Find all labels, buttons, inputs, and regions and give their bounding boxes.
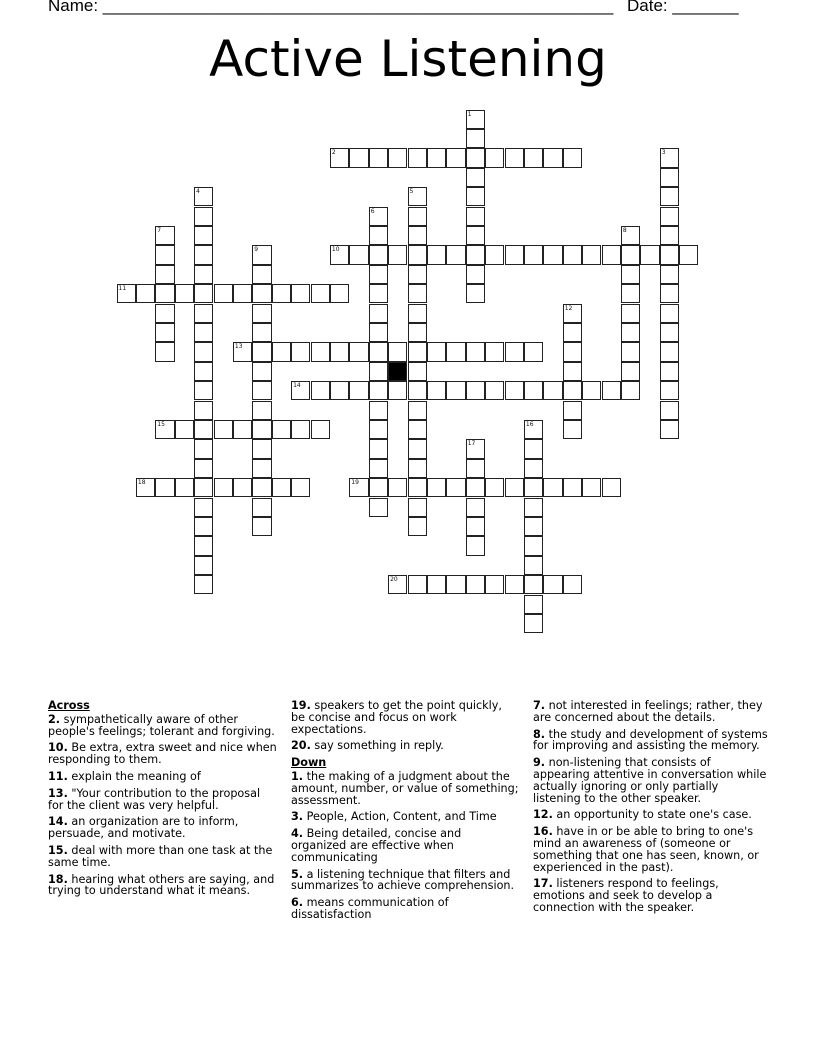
grid-cell[interactable] bbox=[136, 478, 155, 497]
grid-cell[interactable] bbox=[272, 284, 291, 303]
grid-cell[interactable] bbox=[155, 420, 174, 439]
grid-cell[interactable] bbox=[524, 498, 543, 517]
grid-cell[interactable] bbox=[194, 517, 213, 536]
grid-cell[interactable] bbox=[543, 381, 562, 400]
clue-down-1: 1. the making of a judgment about the amount, number, or value of something; assessment. bbox=[291, 769, 519, 807]
grid-cell[interactable] bbox=[524, 614, 543, 633]
grid-cell[interactable] bbox=[408, 459, 427, 478]
grid-cell[interactable] bbox=[272, 420, 291, 439]
grid-cell[interactable] bbox=[214, 420, 233, 439]
grid-cell[interactable] bbox=[524, 342, 543, 361]
grid-cell[interactable] bbox=[466, 459, 485, 478]
clue-number: 18 bbox=[137, 479, 146, 487]
grid-cell[interactable] bbox=[485, 245, 504, 264]
grid-cell[interactable] bbox=[388, 148, 407, 167]
grid-cell[interactable] bbox=[524, 420, 543, 439]
grid-cell[interactable] bbox=[524, 595, 543, 614]
grid-cell[interactable] bbox=[194, 536, 213, 555]
clue-number: 3 bbox=[661, 149, 666, 157]
grid-cell[interactable] bbox=[563, 420, 582, 439]
grid-cell[interactable] bbox=[194, 304, 213, 323]
grid-cell[interactable] bbox=[408, 245, 427, 264]
grid-cell[interactable] bbox=[446, 478, 465, 497]
clue-number: 1 bbox=[467, 110, 472, 118]
grid-cell[interactable] bbox=[214, 284, 233, 303]
clues-column-1 bbox=[48, 700, 278, 902]
grid-cell[interactable] bbox=[155, 304, 174, 323]
grid-cell[interactable] bbox=[330, 284, 349, 303]
grid-cell[interactable] bbox=[252, 342, 271, 361]
grid-cell[interactable] bbox=[252, 304, 271, 323]
clue-across-18: 18. hearing what others are saying, and trying to understand what it means. bbox=[48, 872, 275, 898]
grid-cell[interactable] bbox=[466, 207, 485, 226]
grid-cell[interactable] bbox=[621, 226, 640, 245]
grid-cell[interactable] bbox=[388, 245, 407, 264]
clue-down-7: 7. not interested in feelings; rather, they are concerned about the details. bbox=[533, 699, 763, 724]
grid-cell[interactable] bbox=[194, 575, 213, 594]
grid-cell[interactable] bbox=[524, 381, 543, 400]
grid-cell[interactable] bbox=[602, 478, 621, 497]
grid-cell[interactable] bbox=[660, 304, 679, 323]
grid-cell[interactable] bbox=[252, 478, 271, 497]
grid-cell[interactable] bbox=[155, 478, 174, 497]
grid-cell[interactable] bbox=[175, 284, 194, 303]
down-heading: Down bbox=[291, 756, 327, 770]
grid-cell[interactable] bbox=[369, 342, 388, 361]
grid-cell[interactable] bbox=[602, 381, 621, 400]
grid-cell[interactable] bbox=[155, 323, 174, 342]
grid-cell[interactable] bbox=[660, 245, 679, 264]
grid-cell[interactable] bbox=[408, 517, 427, 536]
grid-cell[interactable] bbox=[194, 381, 213, 400]
grid-cell[interactable] bbox=[291, 381, 310, 400]
grid-cell[interactable] bbox=[291, 342, 310, 361]
grid-cell[interactable] bbox=[660, 381, 679, 400]
grid-cell[interactable] bbox=[194, 439, 213, 458]
clue-down-3: 3. People, Action, Content, and Time bbox=[291, 810, 497, 824]
grid-cell[interactable] bbox=[621, 304, 640, 323]
clue-number: 16 bbox=[525, 420, 534, 428]
grid-cell[interactable] bbox=[485, 478, 504, 497]
grid-cell[interactable] bbox=[505, 575, 524, 594]
grid-cell[interactable] bbox=[466, 536, 485, 555]
grid-cell[interactable] bbox=[543, 245, 562, 264]
grid-cell[interactable] bbox=[252, 265, 271, 284]
grid-cell[interactable] bbox=[330, 381, 349, 400]
clue-number: 19 bbox=[351, 479, 359, 487]
grid-cell[interactable] bbox=[563, 148, 582, 167]
grid-cell[interactable] bbox=[272, 342, 291, 361]
grid-cell[interactable] bbox=[524, 536, 543, 555]
grid-cell[interactable] bbox=[563, 478, 582, 497]
clue-number: 10 bbox=[331, 246, 340, 254]
clue-number: 15 bbox=[157, 420, 165, 428]
grid-cell[interactable] bbox=[466, 187, 485, 206]
grid-cell[interactable] bbox=[543, 575, 562, 594]
grid-cell[interactable] bbox=[505, 148, 524, 167]
grid-cell[interactable] bbox=[660, 168, 679, 187]
grid-cell[interactable] bbox=[660, 362, 679, 381]
grid-cell[interactable] bbox=[369, 439, 388, 458]
grid-cell[interactable] bbox=[466, 110, 485, 129]
grid-cell[interactable] bbox=[679, 245, 698, 264]
grid-cell[interactable] bbox=[214, 478, 233, 497]
grid-cell[interactable] bbox=[311, 284, 330, 303]
grid-cell[interactable] bbox=[602, 245, 621, 264]
grid-cell[interactable] bbox=[194, 362, 213, 381]
grid-cell[interactable] bbox=[369, 265, 388, 284]
grid-cell[interactable] bbox=[427, 245, 446, 264]
grid-cell[interactable] bbox=[349, 381, 368, 400]
clue-number: 4 bbox=[196, 188, 200, 196]
across-heading: Across bbox=[48, 699, 90, 712]
date-field-label: Date: _______ bbox=[627, 0, 739, 15]
grid-cell[interactable] bbox=[408, 401, 427, 420]
grid-cell[interactable] bbox=[582, 245, 601, 264]
clue-number: 9 bbox=[254, 246, 259, 254]
grid-cell[interactable] bbox=[194, 498, 213, 517]
grid-cell[interactable] bbox=[446, 575, 465, 594]
grid-cell[interactable] bbox=[466, 226, 485, 245]
grid-cell[interactable] bbox=[408, 381, 427, 400]
clue-number: 14 bbox=[293, 382, 301, 390]
grid-cell[interactable] bbox=[330, 245, 349, 264]
grid-cell[interactable] bbox=[660, 420, 679, 439]
grid-cell[interactable] bbox=[660, 207, 679, 226]
grid-cell[interactable] bbox=[466, 381, 485, 400]
grid-cell[interactable] bbox=[505, 381, 524, 400]
grid-cell[interactable] bbox=[369, 207, 388, 226]
grid-cell[interactable] bbox=[194, 556, 213, 575]
grid-cell[interactable] bbox=[621, 265, 640, 284]
grid-cell[interactable] bbox=[194, 459, 213, 478]
clue-across-13: 13. "Your contribution to the proposal for the client was very helpful. bbox=[48, 786, 261, 812]
grid-cell[interactable] bbox=[466, 168, 485, 187]
grid-cell[interactable] bbox=[252, 459, 271, 478]
clue-number: 17 bbox=[467, 440, 476, 448]
grid-cell[interactable] bbox=[233, 342, 252, 361]
grid-cell[interactable] bbox=[408, 265, 427, 284]
grid-cell[interactable] bbox=[194, 226, 213, 245]
grid-cell[interactable] bbox=[349, 148, 368, 167]
grid-cell[interactable] bbox=[660, 187, 679, 206]
clues-column-3 bbox=[533, 700, 769, 919]
clue-number: 13 bbox=[234, 343, 243, 351]
grid-cell[interactable] bbox=[621, 381, 640, 400]
grid-cell[interactable] bbox=[446, 342, 465, 361]
grid-cell[interactable] bbox=[252, 420, 271, 439]
grid-cell[interactable] bbox=[563, 323, 582, 342]
grid-cell[interactable] bbox=[485, 381, 504, 400]
grid-cell[interactable] bbox=[660, 284, 679, 303]
grid-cell[interactable] bbox=[369, 284, 388, 303]
grid-cell[interactable] bbox=[427, 381, 446, 400]
grid-cell[interactable] bbox=[349, 342, 368, 361]
grid-cell[interactable] bbox=[388, 575, 407, 594]
grid-cell[interactable] bbox=[330, 342, 349, 361]
grid-cell[interactable] bbox=[155, 226, 174, 245]
clue-down-5: 5. a listening technique that filters and summarizes to achieve comprehension. bbox=[291, 867, 515, 893]
grid-cell[interactable] bbox=[408, 207, 427, 226]
grid-cell[interactable] bbox=[582, 478, 601, 497]
grid-cell[interactable] bbox=[563, 381, 582, 400]
grid-cell[interactable] bbox=[621, 323, 640, 342]
grid-cell[interactable] bbox=[543, 148, 562, 167]
grid-cell[interactable] bbox=[408, 148, 427, 167]
grid-cell[interactable] bbox=[369, 323, 388, 342]
grid-cell[interactable] bbox=[485, 342, 504, 361]
grid-cell[interactable] bbox=[466, 342, 485, 361]
clue-number: 2 bbox=[331, 149, 336, 157]
grid-cell[interactable] bbox=[660, 226, 679, 245]
grid-cell[interactable] bbox=[194, 207, 213, 226]
grid-cell[interactable] bbox=[155, 342, 174, 361]
grid-cell[interactable] bbox=[252, 284, 271, 303]
grid-cell[interactable] bbox=[466, 129, 485, 148]
grid-cell[interactable] bbox=[388, 478, 407, 497]
clue-down-16: 16. have in or be able to bring to one's mind an awareness of (someone or something that one has seen, known, or experienced in the past). bbox=[533, 825, 759, 874]
grid-cell[interactable] bbox=[466, 148, 485, 167]
clue-number: 5 bbox=[409, 188, 414, 196]
grid-cell[interactable] bbox=[466, 575, 485, 594]
grid-cell[interactable] bbox=[408, 226, 427, 245]
grid-cell[interactable] bbox=[621, 362, 640, 381]
grid-cell[interactable] bbox=[660, 342, 679, 361]
grid-cell[interactable] bbox=[582, 381, 601, 400]
grid-cell[interactable] bbox=[563, 575, 582, 594]
grid-cell[interactable] bbox=[194, 401, 213, 420]
grid-cell[interactable] bbox=[194, 323, 213, 342]
clue-across-19: 19. speakers to get the point quickly, be concise and focus on work expectations. bbox=[291, 699, 502, 736]
clues-column-2 bbox=[291, 700, 519, 926]
clue-down-6: 6. means communication of dissatisfaction bbox=[291, 896, 449, 921]
grid-cell[interactable] bbox=[233, 478, 252, 497]
grid-cell[interactable] bbox=[369, 478, 388, 497]
grid-cell[interactable] bbox=[311, 420, 330, 439]
grid-cell[interactable] bbox=[252, 362, 271, 381]
grid-cell[interactable] bbox=[446, 381, 465, 400]
clue-down-12: 12. an opportunity to state one's case. bbox=[533, 808, 752, 822]
clue-across-14: 14. an organization are to inform, persuade, and motivate. bbox=[48, 815, 239, 841]
grid-cell[interactable] bbox=[252, 498, 271, 517]
grid-cell[interactable] bbox=[505, 478, 524, 497]
clue-number: 12 bbox=[564, 304, 573, 312]
grid-cell[interactable] bbox=[563, 362, 582, 381]
grid-cell[interactable] bbox=[660, 323, 679, 342]
grid-cell[interactable] bbox=[621, 284, 640, 303]
clue-number: 11 bbox=[118, 285, 127, 293]
clue-number: 20 bbox=[390, 576, 398, 584]
grid-cell[interactable] bbox=[388, 342, 407, 361]
grid-cell[interactable] bbox=[427, 342, 446, 361]
grid-cell[interactable] bbox=[563, 304, 582, 323]
grid-cell[interactable] bbox=[330, 148, 349, 167]
grid-cell[interactable] bbox=[660, 401, 679, 420]
grid-cell[interactable] bbox=[194, 420, 213, 439]
grid-cell[interactable] bbox=[408, 284, 427, 303]
grid-cell[interactable] bbox=[291, 420, 310, 439]
grid-cell[interactable] bbox=[194, 265, 213, 284]
grid-cell[interactable] bbox=[175, 478, 194, 497]
clue-number: 6 bbox=[370, 207, 375, 215]
clue-across-10: 10. Be extra, extra sweet and nice when responding to them. bbox=[48, 741, 277, 767]
name-field-label: Name: ______________________________________________________ bbox=[48, 0, 614, 15]
grid-cell[interactable] bbox=[194, 284, 213, 303]
grid-cell[interactable] bbox=[505, 342, 524, 361]
grid-cell[interactable] bbox=[117, 284, 136, 303]
grid-cell[interactable] bbox=[311, 342, 330, 361]
grid-cell[interactable] bbox=[233, 284, 252, 303]
grid-cell[interactable] bbox=[466, 478, 485, 497]
grid-cell[interactable] bbox=[621, 245, 640, 264]
grid-cell[interactable] bbox=[524, 459, 543, 478]
grid-cell[interactable] bbox=[369, 498, 388, 517]
grid-cell[interactable] bbox=[427, 575, 446, 594]
grid-cell[interactable] bbox=[272, 478, 291, 497]
clue-across-11: 11. explain the meaning of bbox=[48, 769, 201, 783]
grid-cell[interactable] bbox=[408, 420, 427, 439]
grid-cell[interactable] bbox=[349, 245, 368, 264]
grid-cell[interactable] bbox=[194, 245, 213, 264]
grid-cell[interactable] bbox=[252, 381, 271, 400]
grid-cell[interactable] bbox=[408, 187, 427, 206]
page-title: Active Listening bbox=[209, 30, 607, 88]
clue-number: 7 bbox=[157, 226, 162, 234]
grid-cell[interactable] bbox=[446, 148, 465, 167]
grid-cell[interactable] bbox=[194, 342, 213, 361]
grid-cell[interactable] bbox=[369, 420, 388, 439]
grid-cell[interactable] bbox=[524, 478, 543, 497]
grid-cell[interactable] bbox=[369, 148, 388, 167]
grid-cell[interactable] bbox=[252, 517, 271, 536]
grid-cell[interactable] bbox=[136, 284, 155, 303]
grid-cell[interactable] bbox=[252, 323, 271, 342]
grid-cell[interactable] bbox=[369, 304, 388, 323]
grid-cell[interactable] bbox=[524, 517, 543, 536]
grid-cell[interactable] bbox=[369, 362, 388, 381]
clue-number: 8 bbox=[622, 226, 627, 234]
grid-cell[interactable] bbox=[563, 342, 582, 361]
black-cell bbox=[388, 362, 407, 381]
grid-cell[interactable] bbox=[175, 420, 194, 439]
grid-cell[interactable] bbox=[155, 245, 174, 264]
grid-cell[interactable] bbox=[369, 226, 388, 245]
grid-cell[interactable] bbox=[369, 401, 388, 420]
clue-down-17: 17. listeners respond to feelings, emotions and seek to develop a connection with the speaker. bbox=[533, 877, 719, 914]
clue-across-20: 20. say something in reply. bbox=[291, 739, 444, 753]
grid-cell[interactable] bbox=[660, 265, 679, 284]
grid-cell[interactable] bbox=[466, 245, 485, 264]
grid-cell[interactable] bbox=[252, 401, 271, 420]
grid-cell[interactable] bbox=[408, 362, 427, 381]
clue-across-15: 15. deal with more than one task at the same time. bbox=[48, 843, 273, 869]
grid-cell[interactable] bbox=[233, 420, 252, 439]
grid-cell[interactable] bbox=[252, 439, 271, 458]
grid-cell[interactable] bbox=[524, 556, 543, 575]
grid-cell[interactable] bbox=[524, 245, 543, 264]
grid-cell[interactable] bbox=[466, 284, 485, 303]
grid-cell[interactable] bbox=[563, 245, 582, 264]
grid-cell[interactable] bbox=[466, 439, 485, 458]
grid-cell[interactable] bbox=[291, 478, 310, 497]
grid-cell[interactable] bbox=[369, 245, 388, 264]
grid-cell[interactable] bbox=[621, 342, 640, 361]
grid-cell[interactable] bbox=[485, 148, 504, 167]
grid-cell[interactable] bbox=[369, 459, 388, 478]
grid-cell[interactable] bbox=[408, 342, 427, 361]
grid-cell[interactable] bbox=[408, 478, 427, 497]
grid-cell[interactable] bbox=[524, 148, 543, 167]
clue-down-8: 8. the study and development of systems for improving and assisting the memory. bbox=[533, 727, 768, 753]
grid-cell[interactable] bbox=[543, 478, 562, 497]
grid-cell[interactable] bbox=[369, 381, 388, 400]
clue-down-9: 9. non-listening that consists of appearing attentive in conversation while actually ignoring or only partially listening to the other speaker. bbox=[533, 756, 767, 805]
grid-cell[interactable] bbox=[466, 265, 485, 284]
grid-cell[interactable] bbox=[524, 575, 543, 594]
grid-cell[interactable] bbox=[466, 517, 485, 536]
grid-cell[interactable] bbox=[524, 439, 543, 458]
grid-cell[interactable] bbox=[194, 187, 213, 206]
clue-across-2: 2. sympathetically aware of other people's feelings; tolerant and forgiving. bbox=[48, 712, 275, 738]
grid-cell[interactable] bbox=[505, 245, 524, 264]
grid-cell[interactable] bbox=[408, 304, 427, 323]
clue-down-4: 4. Being detailed, concise and organized are effective when communicating bbox=[291, 827, 462, 864]
grid-cell[interactable] bbox=[291, 284, 310, 303]
grid-cell[interactable] bbox=[349, 478, 368, 497]
grid-cell[interactable] bbox=[311, 381, 330, 400]
grid-cell[interactable] bbox=[252, 245, 271, 264]
grid-cell[interactable] bbox=[427, 478, 446, 497]
grid-cell[interactable] bbox=[466, 498, 485, 517]
grid-cell[interactable] bbox=[194, 478, 213, 497]
grid-cell[interactable] bbox=[155, 284, 174, 303]
grid-cell[interactable] bbox=[388, 381, 407, 400]
grid-cell[interactable] bbox=[408, 498, 427, 517]
grid-cell[interactable] bbox=[408, 439, 427, 458]
grid-cell[interactable] bbox=[446, 245, 465, 264]
grid-cell[interactable] bbox=[155, 265, 174, 284]
grid-cell[interactable] bbox=[427, 148, 446, 167]
grid-cell[interactable] bbox=[660, 148, 679, 167]
grid-cell[interactable] bbox=[563, 401, 582, 420]
grid-cell[interactable] bbox=[640, 245, 659, 264]
grid-cell[interactable] bbox=[485, 575, 504, 594]
grid-cell[interactable] bbox=[408, 575, 427, 594]
grid-cell[interactable] bbox=[408, 323, 427, 342]
